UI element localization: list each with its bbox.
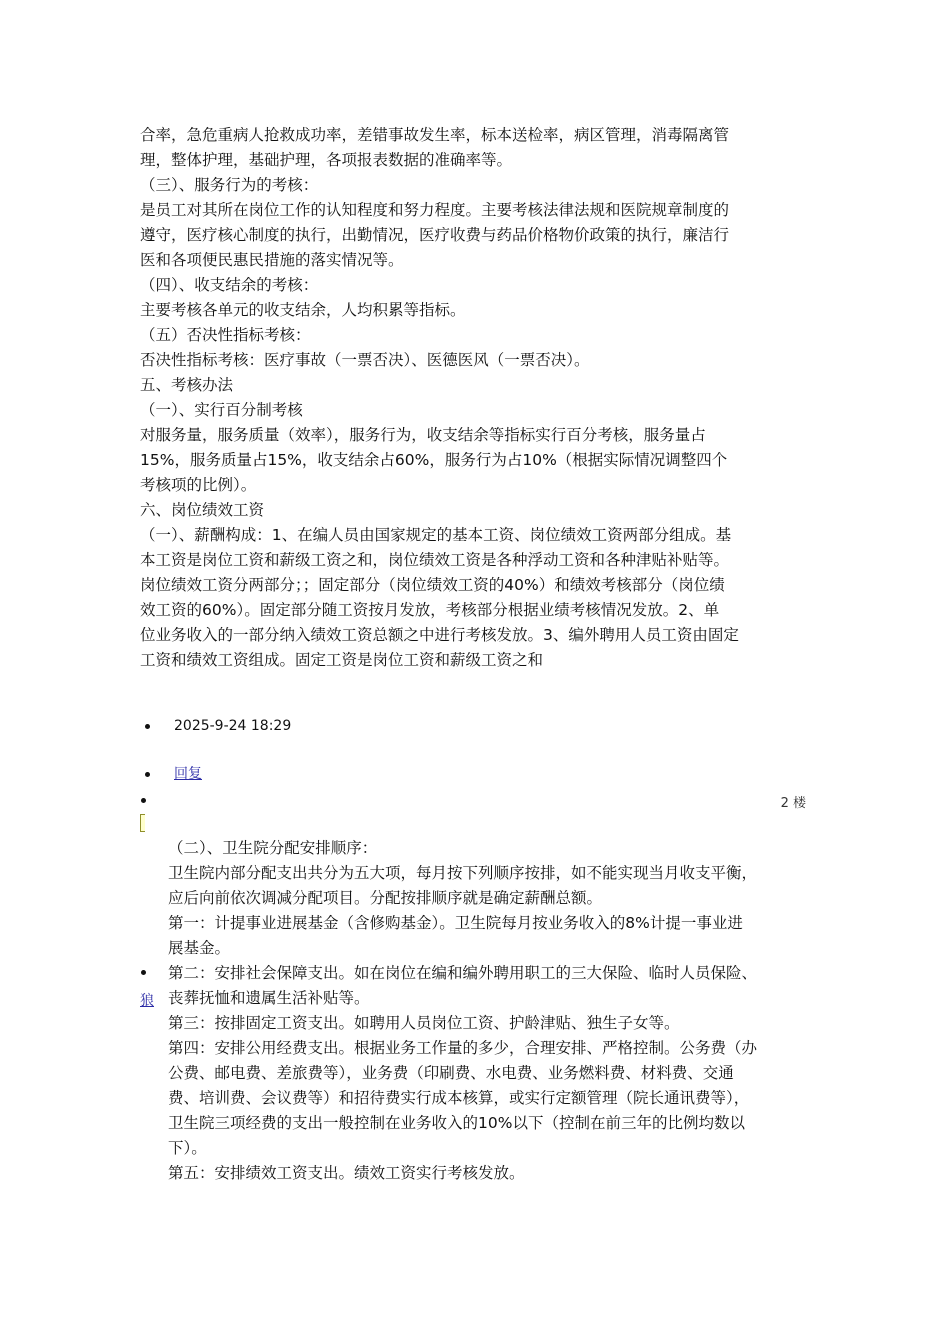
post-2-body bbox=[168, 836, 808, 1186]
text-line: 15%，服务质量占15%，收支结余占60%，服务行为占10%（根据实际情况调整四个 bbox=[140, 451, 728, 469]
text-line: 主要考核各单元的收支结余，人均积累等指标。 bbox=[140, 301, 466, 319]
post-timestamp: 2025-9-24 18:29 bbox=[174, 718, 292, 734]
bullet-icon bbox=[145, 772, 150, 777]
author-link[interactable]: 狼 bbox=[140, 993, 154, 1009]
text-line: 第三：按排固定工资支出。如聘用人员岗位工资、护龄津贴、独生子女等。 bbox=[168, 1014, 680, 1032]
text-line: （一）、实行百分制考核 bbox=[140, 401, 303, 419]
text-line: （四）、收支结余的考核： bbox=[140, 276, 319, 294]
text-line: 第一：计提事业进展基金（含修购基金）。卫生院每月按业务收入的8%计提一事业进 bbox=[168, 914, 743, 932]
text-line: 公费、邮电费、差旅费等），业务费（印刷费、水电费、业务燃料费、材料费、交通 bbox=[168, 1064, 734, 1082]
text-line: 合率，急危重病人抢救成功率，差错事故发生率，标本送检率，病区管理，消毒隔离管 bbox=[140, 126, 730, 144]
text-line: 第五：安排绩效工资支出。绩效工资实行考核发放。 bbox=[168, 1164, 525, 1182]
text-line: 工资和绩效工资组成。固定工资是岗位工资和薪级工资之和 bbox=[140, 651, 544, 669]
floor-number: 2 楼 bbox=[780, 796, 806, 811]
text-line: 遵守，医疗核心制度的执行，出勤情况，医疗收费与药品价格物价政策的执行，廉洁行 bbox=[140, 226, 730, 244]
text-line: 卫生院三项经费的支出一般控制在业务收入的10%以下（控制在前三年的比例均数以 bbox=[168, 1114, 745, 1132]
text-line: 否决性指标考核：医疗事故（一票否决）、医德医风（一票否决）。 bbox=[140, 351, 590, 369]
text-line: 展基金。 bbox=[168, 939, 231, 957]
text-line: 对服务量，服务质量（效率），服务行为，收支结余等指标实行百分考核，服务量占 bbox=[140, 426, 706, 444]
bullet-icon bbox=[141, 970, 146, 975]
post-1-body bbox=[140, 123, 820, 673]
bullet-icon bbox=[145, 724, 150, 729]
text-line: 下）。 bbox=[168, 1139, 207, 1157]
text-line: 是员工对其所在岗位工作的认知程度和努力程度。主要考核法律法规和医院规章制度的 bbox=[140, 201, 730, 219]
text-line: （二）、卫生院分配安排顺序： bbox=[168, 839, 378, 857]
text-line: 岗位绩效工资分两部分；；固定部分（岗位绩效工资的40%）和绩效考核部分（岗位绩 bbox=[140, 576, 725, 594]
text-line: 医和各项便民惠民措施的落实情况等。 bbox=[140, 251, 404, 269]
text-line: 位业务收入的一部分纳入绩效工资总额之中进行考核发放。3、编外聘用人员工资由固定 bbox=[140, 626, 739, 644]
text-line: 卫生院内部分配支出共分为五大项，每月按下列顺序按排，如不能实现当月收支平衡， bbox=[168, 864, 758, 882]
bullet-icon bbox=[141, 798, 146, 803]
text-line: 第二：安排社会保障支出。如在岗位在编和编外聘用职工的三大保险、临时人员保险、 bbox=[168, 964, 758, 982]
text-line: 理，整体护理，基础护理，各项报表数据的准确率等。 bbox=[140, 151, 513, 169]
text-line: 费、培训费、会议费等）和招待费实行成本核算，或实行定额管理（院长通讯费等）， bbox=[168, 1089, 750, 1107]
text-line: 第四：安排公用经费支出。根据业务工作量的多少，合理安排、严格控制。公务费（办 bbox=[168, 1039, 758, 1057]
text-line: 丧葬抚恤和遗属生活补贴等。 bbox=[168, 989, 370, 1007]
reply-link[interactable]: 回复 bbox=[174, 766, 202, 782]
bracket-marker bbox=[140, 814, 145, 832]
text-line: 六、岗位绩效工资 bbox=[140, 501, 265, 519]
text-line: 考核项的比例）。 bbox=[140, 476, 257, 494]
text-line: （一）、薪酬构成：1、在编人员由国家规定的基本工资、岗位绩效工资两部分组成。基 bbox=[140, 526, 732, 544]
text-line: 应后向前依次调减分配项目。分配按排顺序就是确定薪酬总额。 bbox=[168, 889, 603, 907]
text-line: （五）否决性指标考核： bbox=[140, 326, 311, 344]
text-line: 五、考核办法 bbox=[140, 376, 234, 394]
text-line: 本工资是岗位工资和薪级工资之和，岗位绩效工资是各种浮动工资和各种津贴补贴等。 bbox=[140, 551, 730, 569]
text-line: （三）、服务行为的考核： bbox=[140, 176, 319, 194]
text-line: 效工资的60%）。固定部分随工资按月发放，考核部分根据业绩考核情况发放。2、单 bbox=[140, 601, 720, 619]
